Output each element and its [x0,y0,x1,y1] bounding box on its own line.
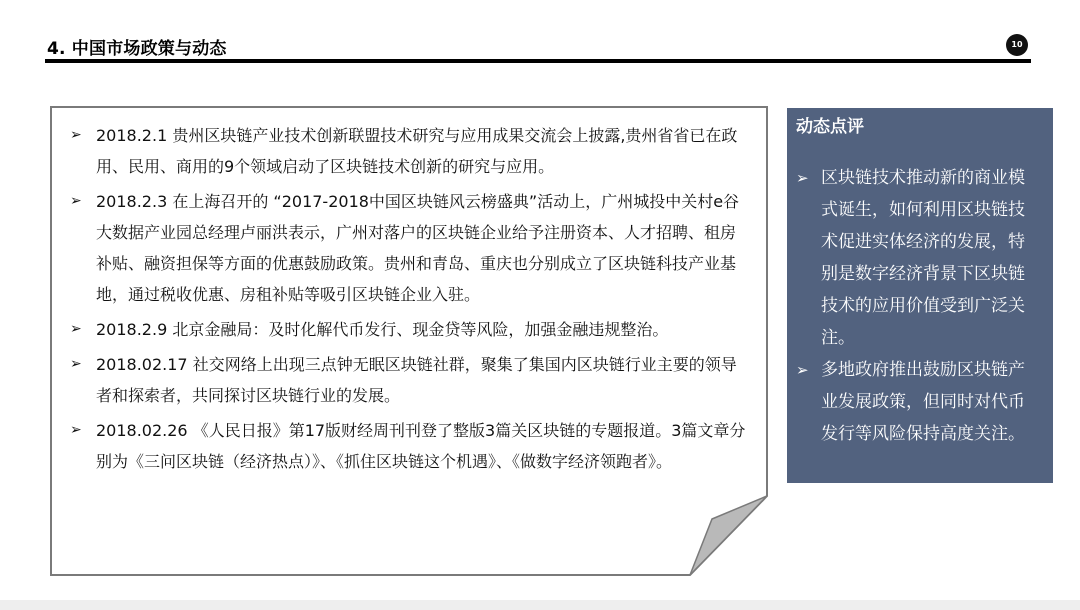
arrow-bullet-icon: ➢ [70,127,82,143]
arrow-bullet-icon: ➢ [796,169,809,187]
arrow-bullet-icon: ➢ [70,356,82,372]
arrow-bullet-icon: ➢ [70,422,82,438]
arrow-bullet-icon: ➢ [796,361,809,379]
news-card [50,106,768,576]
list-item [796,162,1039,354]
commentary-text: 区块链技术推动新的商业模式诞生，如何利用区块链技术促进实体经济的发展，特别是数字经济背景下区块链技术的应用价值受到广泛关注。 [821,168,1025,348]
list-item [796,354,1039,450]
page-title: 4. 中国市场政策与动态 [47,39,227,59]
news-text: 2018.2.1 贵州区块链产业技术创新联盟技术研究与应用成果交流会上披露,贵州省省已在政用、民用、商用的9个领域启动了区块链技术创新的研究与应用。 [96,126,738,176]
page-number-badge: 10 [1006,34,1028,56]
arrow-bullet-icon: ➢ [70,193,82,209]
list-item [70,314,746,345]
list-item [70,186,746,310]
list-item [70,415,746,477]
header-divider [45,59,1031,63]
news-text: 2018.02.26 《人民日报》第17版财经周刊刊登了整版3篇关区块链的专题报道。3篇文章分别为《三问区块链（经济热点）》、《抓住区块链这个机遇》、《做数字经济领跑者》。 [96,421,746,471]
commentary-list [796,162,1039,450]
news-list [70,120,746,481]
news-text: 2018.2.3 在上海召开的 “2017-2018中国区块链风云榜盛典”活动上，广州城投中关村e谷大数据产业园总经理卢丽洪表示，广州对落户的区块链企业给予注册资本、人才招聘、租房补贴、融资担保等方面的优惠鼓励政策。贵州和青岛、重庆也分别成立了区块链科技产业基地，通过税收优惠、房租补贴等吸引区块链企业入驻。 [96,192,740,304]
news-text: 2018.02.17 社交网络上出现三点钟无眠区块链社群，聚集了集国内区块链行业主要的领导者和探索者，共同探讨区块链行业的发展。 [96,355,737,405]
commentary-text: 多地政府推出鼓励区块链产业发展政策，但同时对代币发行等风险保持高度关注。 [821,360,1025,444]
commentary-title: 动态点评 [796,117,864,137]
news-text: 2018.2.9 北京金融局：及时化解代币发行、现金贷等风险，加强金融违规整治。 [96,320,669,339]
arrow-bullet-icon: ➢ [70,321,82,337]
commentary-panel [787,108,1053,483]
list-item [70,120,746,182]
list-item [70,349,746,411]
bottom-band [0,600,1080,610]
